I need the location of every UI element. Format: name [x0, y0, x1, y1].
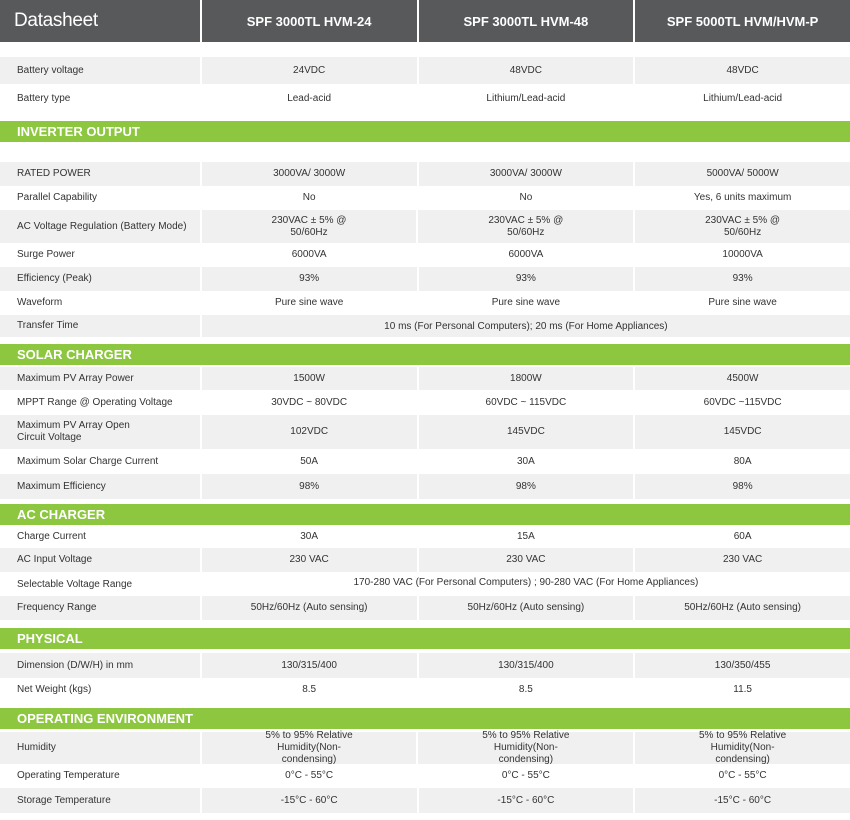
spec-row-rated-power — [0, 162, 850, 186]
spec-value: 0°C - 55°C — [718, 769, 767, 781]
spec-value: 50Hz/60Hz (Auto sensing) — [202, 596, 417, 620]
spec-label: Operating Temperature — [17, 769, 120, 781]
spec-label: Battery voltage — [0, 57, 200, 84]
spec-value: 93% — [419, 267, 634, 291]
spec-row-selectable-voltage — [0, 572, 850, 596]
spec-value: 50Hz/60Hz (Auto sensing) — [635, 596, 850, 620]
spec-row-battery-type — [0, 86, 850, 112]
spec-label: Transfer Time — [0, 315, 200, 337]
spec-row-charge-current — [0, 525, 850, 548]
spec-row-operating-temperature — [0, 764, 850, 787]
spec-value: 15A — [516, 530, 535, 542]
spec-label: Battery type — [17, 93, 71, 104]
spec-value: 98% — [635, 474, 850, 499]
spec-row-max-pv-power — [0, 367, 850, 390]
spec-value: 60A — [733, 530, 752, 542]
spec-value: 6000VA — [291, 248, 327, 260]
datasheet-title: Datasheet — [0, 0, 200, 42]
spec-value: 0°C - 55°C — [501, 769, 550, 781]
spec-value: Yes, 6 units maximum — [693, 191, 792, 203]
spec-value: 3000VA/ 3000W — [419, 162, 634, 186]
spec-row-efficiency-peak — [0, 267, 850, 291]
spec-value: 230VAC ± 5% @ 50/60Hz — [635, 210, 850, 243]
spec-label: Net Weight (kgs) — [17, 684, 92, 695]
spec-row-ac-regulation — [0, 210, 850, 243]
spec-value: 230 VAC — [419, 548, 634, 572]
spec-label: Maximum Efficiency — [0, 474, 200, 499]
spec-value: Pure sine wave — [491, 297, 561, 308]
spec-label: AC Voltage Regulation (Battery Mode) — [0, 210, 200, 243]
model-header: SPF 3000TL HVM-48 — [419, 0, 634, 42]
spec-row-frequency-range — [0, 596, 850, 620]
spec-value: 60VDC ~115VDC — [703, 396, 782, 408]
model-header: SPF 3000TL HVM-24 — [202, 0, 417, 42]
spec-row-humidity — [0, 732, 850, 764]
spec-value: 145VDC — [419, 415, 634, 449]
spec-row-dimension — [0, 653, 850, 678]
spec-label: Humidity — [0, 732, 200, 764]
spec-value: 230 VAC — [635, 548, 850, 572]
spec-value: 5000VA/ 5000W — [635, 162, 850, 186]
spec-value: -15°C - 60°C — [635, 788, 850, 813]
spec-row-solar-charge-current — [0, 449, 850, 474]
spec-value: 5% to 95% Relative Humidity(Non-condensing) — [418, 732, 633, 764]
spec-value: 230 VAC — [202, 548, 417, 572]
spec-value: 5% to 95% Relative Humidity(Non-condensing) — [635, 732, 850, 764]
spec-value: 3000VA/ 3000W — [202, 162, 417, 186]
spec-value: 30A — [516, 455, 535, 467]
spec-value: 50A — [300, 455, 319, 467]
spec-value: 230VAC ± 5% @ 50/60Hz — [418, 210, 633, 243]
section-physical: PHYSICAL — [0, 628, 850, 649]
spec-label: Parallel Capability — [17, 191, 98, 203]
spec-value: 30A — [300, 530, 319, 542]
spec-value: 50Hz/60Hz (Auto sensing) — [419, 596, 634, 620]
spec-value: 48VDC — [635, 57, 850, 84]
spec-label: Waveform — [17, 297, 63, 308]
spec-value: 60VDC ~ 115VDC — [485, 396, 567, 408]
spec-value: Pure sine wave — [708, 297, 777, 308]
spec-value: 0°C - 55°C — [285, 769, 334, 781]
spec-row-waveform — [0, 291, 850, 315]
spec-value: 230VAC ± 5% @ 50/60Hz — [202, 210, 417, 243]
spec-value: Lead-acid — [287, 93, 332, 104]
spec-value: 1500W — [202, 367, 417, 390]
spec-value: 93% — [635, 267, 850, 291]
spec-value: -15°C - 60°C — [202, 788, 417, 813]
spec-row-transfer-time — [0, 315, 850, 337]
spec-value: 48VDC — [419, 57, 634, 84]
spec-row-mppt-range — [0, 390, 850, 415]
spec-label: Surge Power — [17, 248, 75, 260]
spec-value: 5% to 95% Relative Humidity(Non-condensing) — [202, 732, 417, 764]
spec-label: Dimension (D/W/H) in mm — [0, 653, 200, 678]
spec-value: 130/350/455 — [635, 653, 850, 678]
spec-value: Lithium/Lead-acid — [703, 93, 783, 104]
spec-label: Maximum PV Array Open Circuit Voltage — [0, 415, 200, 449]
spec-value: 6000VA — [508, 248, 544, 260]
spec-label: Selectable Voltage Range — [17, 579, 133, 590]
spec-label: Maximum PV Array Power — [0, 367, 200, 390]
spec-label: Frequency Range — [0, 596, 200, 620]
spec-value: 80A — [733, 455, 752, 467]
spec-value: 145VDC — [635, 415, 850, 449]
spec-value: 98% — [202, 474, 417, 499]
spec-value: 8.5 — [302, 684, 317, 695]
spec-value: 170-280 VAC (For Personal Computers) ; 90-280 VAC (For Home Appliances) — [353, 576, 699, 588]
spec-value: 98% — [419, 474, 634, 499]
spec-label: MPPT Range @ Operating Voltage — [17, 396, 173, 408]
spec-value: 1800W — [419, 367, 634, 390]
section-solar-charger: SOLAR CHARGER — [0, 344, 850, 365]
spec-value: 10000VA — [722, 248, 763, 260]
spec-value: 4500W — [635, 367, 850, 390]
section-operating-environment: OPERATING ENVIRONMENT — [0, 708, 850, 729]
spec-row-ac-input-voltage — [0, 548, 850, 572]
model-header: SPF 5000TL HVM/HVM-P — [635, 0, 850, 42]
spec-row-net-weight — [0, 678, 850, 702]
spec-label: Efficiency (Peak) — [0, 267, 200, 291]
spec-row-max-efficiency — [0, 474, 850, 499]
spec-row-parallel — [0, 186, 850, 209]
section-ac-charger: AC CHARGER — [0, 504, 850, 525]
spec-value: 130/315/400 — [202, 653, 417, 678]
spec-label: Maximum Solar Charge Current — [17, 455, 159, 467]
spec-row-pv-open-circuit — [0, 415, 850, 449]
spec-label: AC Input Voltage — [0, 548, 200, 572]
header-row — [0, 0, 850, 42]
spec-value: 93% — [202, 267, 417, 291]
spec-label: RATED POWER — [0, 162, 200, 186]
spec-row-surge-power — [0, 243, 850, 266]
section-inverter-output: INVERTER OUTPUT — [0, 121, 850, 142]
spec-value: No — [519, 191, 533, 203]
spec-label: Charge Current — [17, 530, 86, 542]
spec-value: No — [302, 191, 316, 203]
spec-row-storage-temperature — [0, 788, 850, 813]
spec-value: 8.5 — [518, 684, 533, 695]
spec-value: 11.5 — [733, 684, 752, 695]
spec-value: 130/315/400 — [419, 653, 634, 678]
spec-value: 102VDC — [202, 415, 417, 449]
spec-value: 24VDC — [202, 57, 417, 84]
spec-value: -15°C - 60°C — [419, 788, 634, 813]
spec-row-battery-voltage — [0, 57, 850, 84]
spec-value: 10 ms (For Personal Computers); 20 ms (For Home Appliances) — [202, 315, 850, 337]
spec-value: 30VDC ~ 80VDC — [271, 396, 348, 408]
spec-label: Storage Temperature — [0, 788, 200, 813]
spec-value: Lithium/Lead-acid — [486, 93, 566, 104]
spec-value: Pure sine wave — [274, 297, 344, 308]
